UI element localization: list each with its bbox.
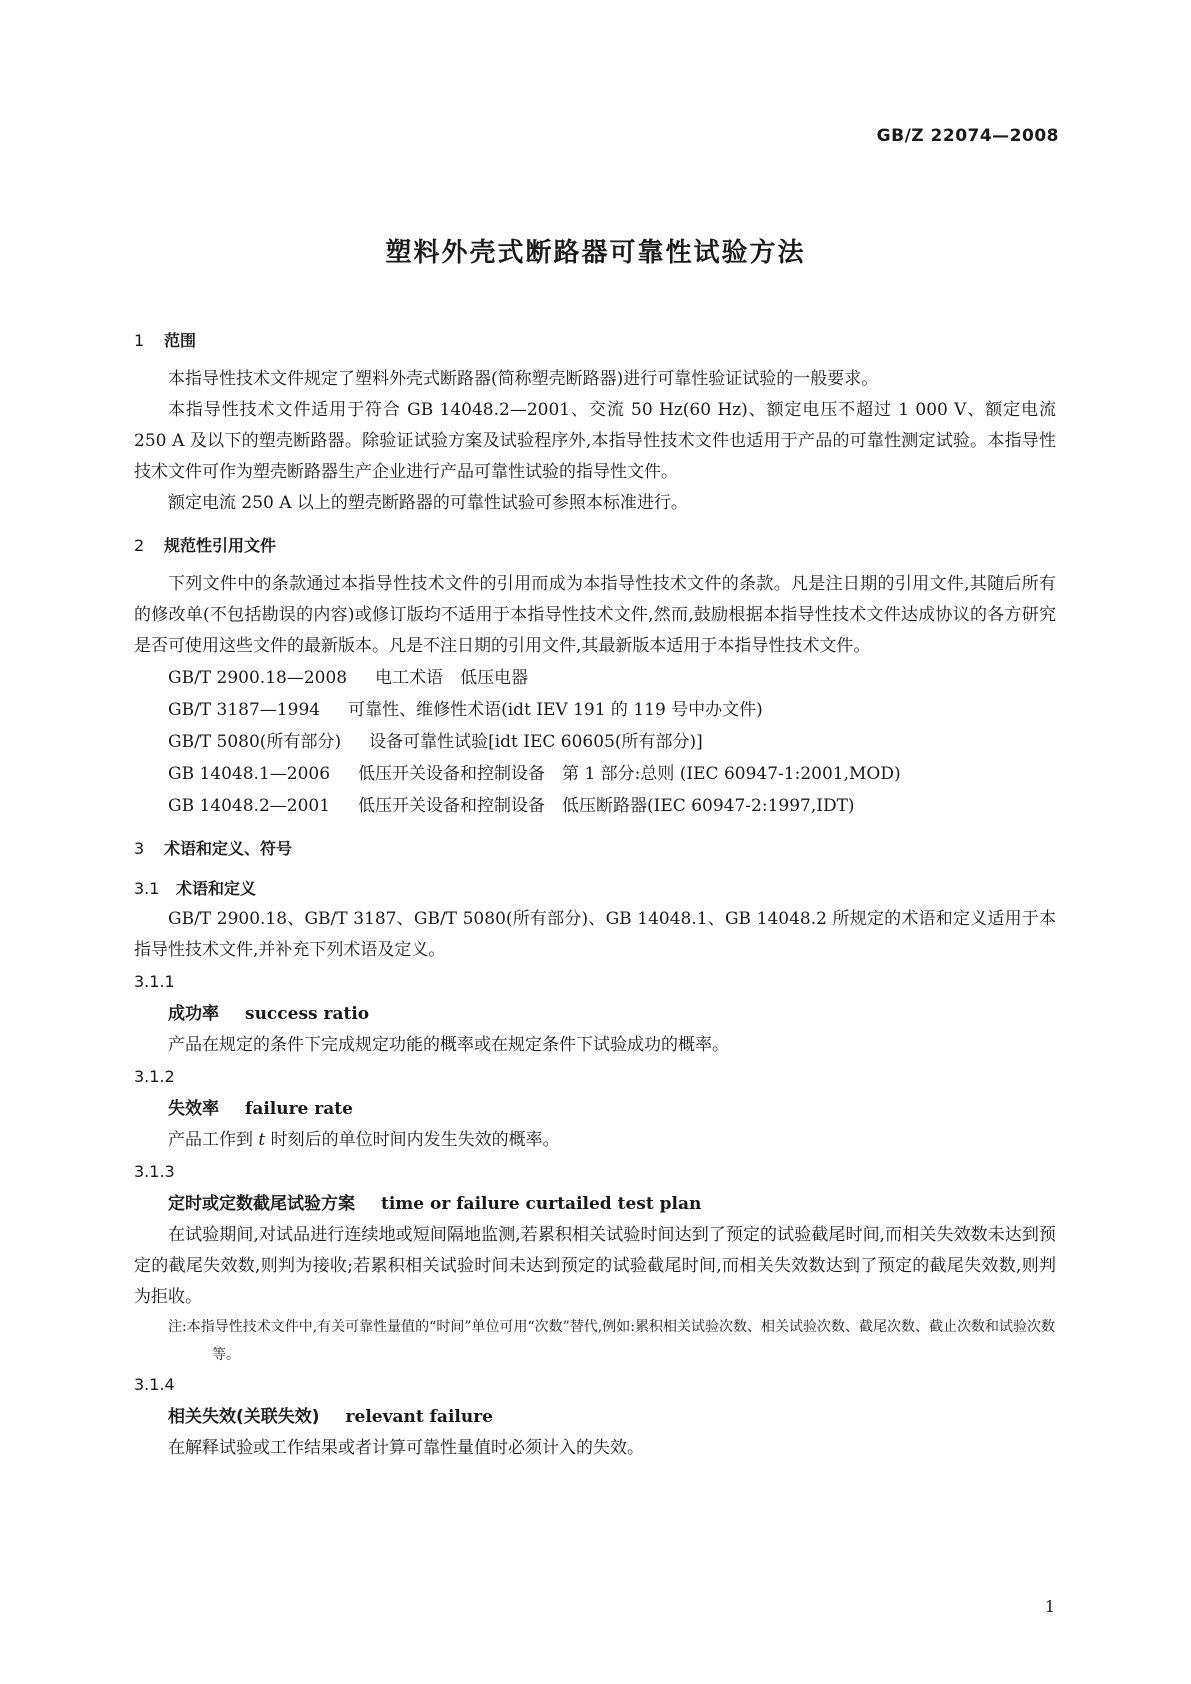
term-chinese: 定时或定数截尾试验方案 (168, 1194, 355, 1214)
section-title: 术语和定义、符号 (164, 839, 293, 858)
reference-code: GB/T 2900.18—2008 (168, 668, 348, 688)
term-definition: 在试验期间,对试品进行连续地或短间隔地监测,若累积相关试验时间达到了预定的试验截尾时间,而相关失效数未达到预定的截尾失效数,则判为接收;若累积相关试验时间未达到预定的试验截尾时间,而相关失效数达到了预定的截尾失效数,则判为拒收。 (134, 1225, 1056, 1307)
reference-title: 设备可靠性试验[idt IEC 60605(所有部分)] (369, 732, 703, 752)
term-english: time or failure curtailed test plan (381, 1194, 702, 1214)
term-entry (134, 1401, 1056, 1433)
term-chinese: 相关失效(关联失效) (168, 1407, 320, 1427)
paragraph: 本指导性技术文件适用于符合 GB 14048.2—2001、交流 50 Hz(60 Hz)、额定电压不超过 1 000 V、额定电流 250 A 及以下的塑壳断路器。除验证试验方案及试验程序外,本指导性技术文件也适用于产品的可靠性测定试验。本指导性技术文件可作为塑壳断路器生产企业进行产品可靠性试验的指导性文件。 (134, 400, 1056, 482)
term-definition: 产品在规定的条件下完成规定功能的概率或在规定条件下试验成功的概率。 (168, 1035, 729, 1055)
term-english: failure rate (245, 1099, 353, 1119)
term-entry (134, 998, 1056, 1030)
section-number: 1 (134, 331, 145, 350)
page-number: 1 (1044, 1597, 1055, 1616)
time-variable: t (258, 1130, 266, 1150)
reference-item (134, 694, 1056, 726)
reference-code: GB/T 3187—1994 (168, 700, 321, 720)
reference-item (134, 758, 1056, 790)
term-english: success ratio (245, 1004, 370, 1024)
term-english: relevant failure (345, 1407, 493, 1427)
paragraph: GB/T 2900.18、GB/T 3187、GB/T 5080(所有部分)、GB 14048.1、GB 14048.2 所规定的术语和定义适用于本指导性技术文件,并补充下列术语及定义。 (134, 909, 1056, 960)
paragraph: 额定电流 250 A 以上的塑壳断路器的可靠性试验可参照本标准进行。 (168, 493, 688, 513)
clause-number: 3.1.1 (134, 972, 175, 991)
section-title: 规范性引用文件 (164, 536, 277, 555)
reference-code: GB/T 5080(所有部分) (168, 732, 342, 752)
section-3-heading (134, 834, 1056, 864)
note: 注:本指导性技术文件中,有关可靠性量值的“时间”单位可用“次数”替代,例如:累积相关试验次数、相关试验次数、截尾次数、截止次数和试验次数等。 (168, 1319, 1055, 1363)
clause-number: 3.1.2 (134, 1067, 175, 1086)
paragraph: 本指导性技术文件规定了塑料外壳式断路器(简称塑壳断路器)进行可靠性验证试验的一般要求。 (168, 369, 879, 389)
document-body (134, 326, 1056, 1464)
reference-code: GB 14048.1—2006 (168, 764, 331, 784)
section-number: 2 (134, 536, 145, 555)
reference-title: 可靠性、维修性术语(idt IEV 191 的 119 号中办文件) (348, 700, 763, 720)
reference-code: GB 14048.2—2001 (168, 796, 331, 816)
clause-number: 3.1.4 (134, 1375, 175, 1394)
reference-item (134, 662, 1056, 694)
section-1-heading (134, 326, 1056, 356)
section-title: 范围 (164, 331, 197, 350)
term-definition: 在解释试验或工作结果或者计算可靠性量值时必须计入的失效。 (168, 1438, 644, 1458)
reference-item (134, 790, 1056, 822)
section-number: 3 (134, 839, 145, 858)
reference-title: 电工术语 低压电器 (375, 668, 529, 688)
term-definition: 产品工作到 t 时刻后的单位时间内发生失效的概率。 (168, 1130, 560, 1150)
section-2-heading (134, 531, 1056, 561)
term-chinese: 成功率 (168, 1004, 219, 1024)
clause-number: 3.1.3 (134, 1162, 175, 1181)
reference-title: 低压开关设备和控制设备 低压断路器(IEC 60947-2:1997,IDT) (358, 796, 855, 816)
term-entry (134, 1188, 1056, 1220)
reference-item (134, 726, 1056, 758)
reference-title: 低压开关设备和控制设备 第 1 部分:总则 (IEC 60947-1:2001,MOD) (358, 764, 901, 784)
term-chinese: 失效率 (168, 1099, 219, 1119)
standard-code: GB/Z 22074—2008 (876, 126, 1059, 146)
document-title: 塑料外壳式断路器可靠性试验方法 (385, 238, 806, 268)
subsection-title: 术语和定义 (176, 879, 257, 898)
paragraph: 下列文件中的条款通过本指导性技术文件的引用而成为本指导性技术文件的条款。凡是注日期的引用文件,其随后所有的修改单(不包括勘误的内容)或修订版均不适用于本指导性技术文件,然而,鼓励根据本指导性技术文件达成协议的各方研究是否可使用这些文件的最新版本。凡是不注日期的引用文件,其最新版本适用于本指导性技术文件。 (134, 574, 1056, 656)
subsection-number: 3.1 (134, 879, 160, 898)
term-entry (134, 1093, 1056, 1125)
subsection-3-1-heading (134, 874, 1056, 904)
